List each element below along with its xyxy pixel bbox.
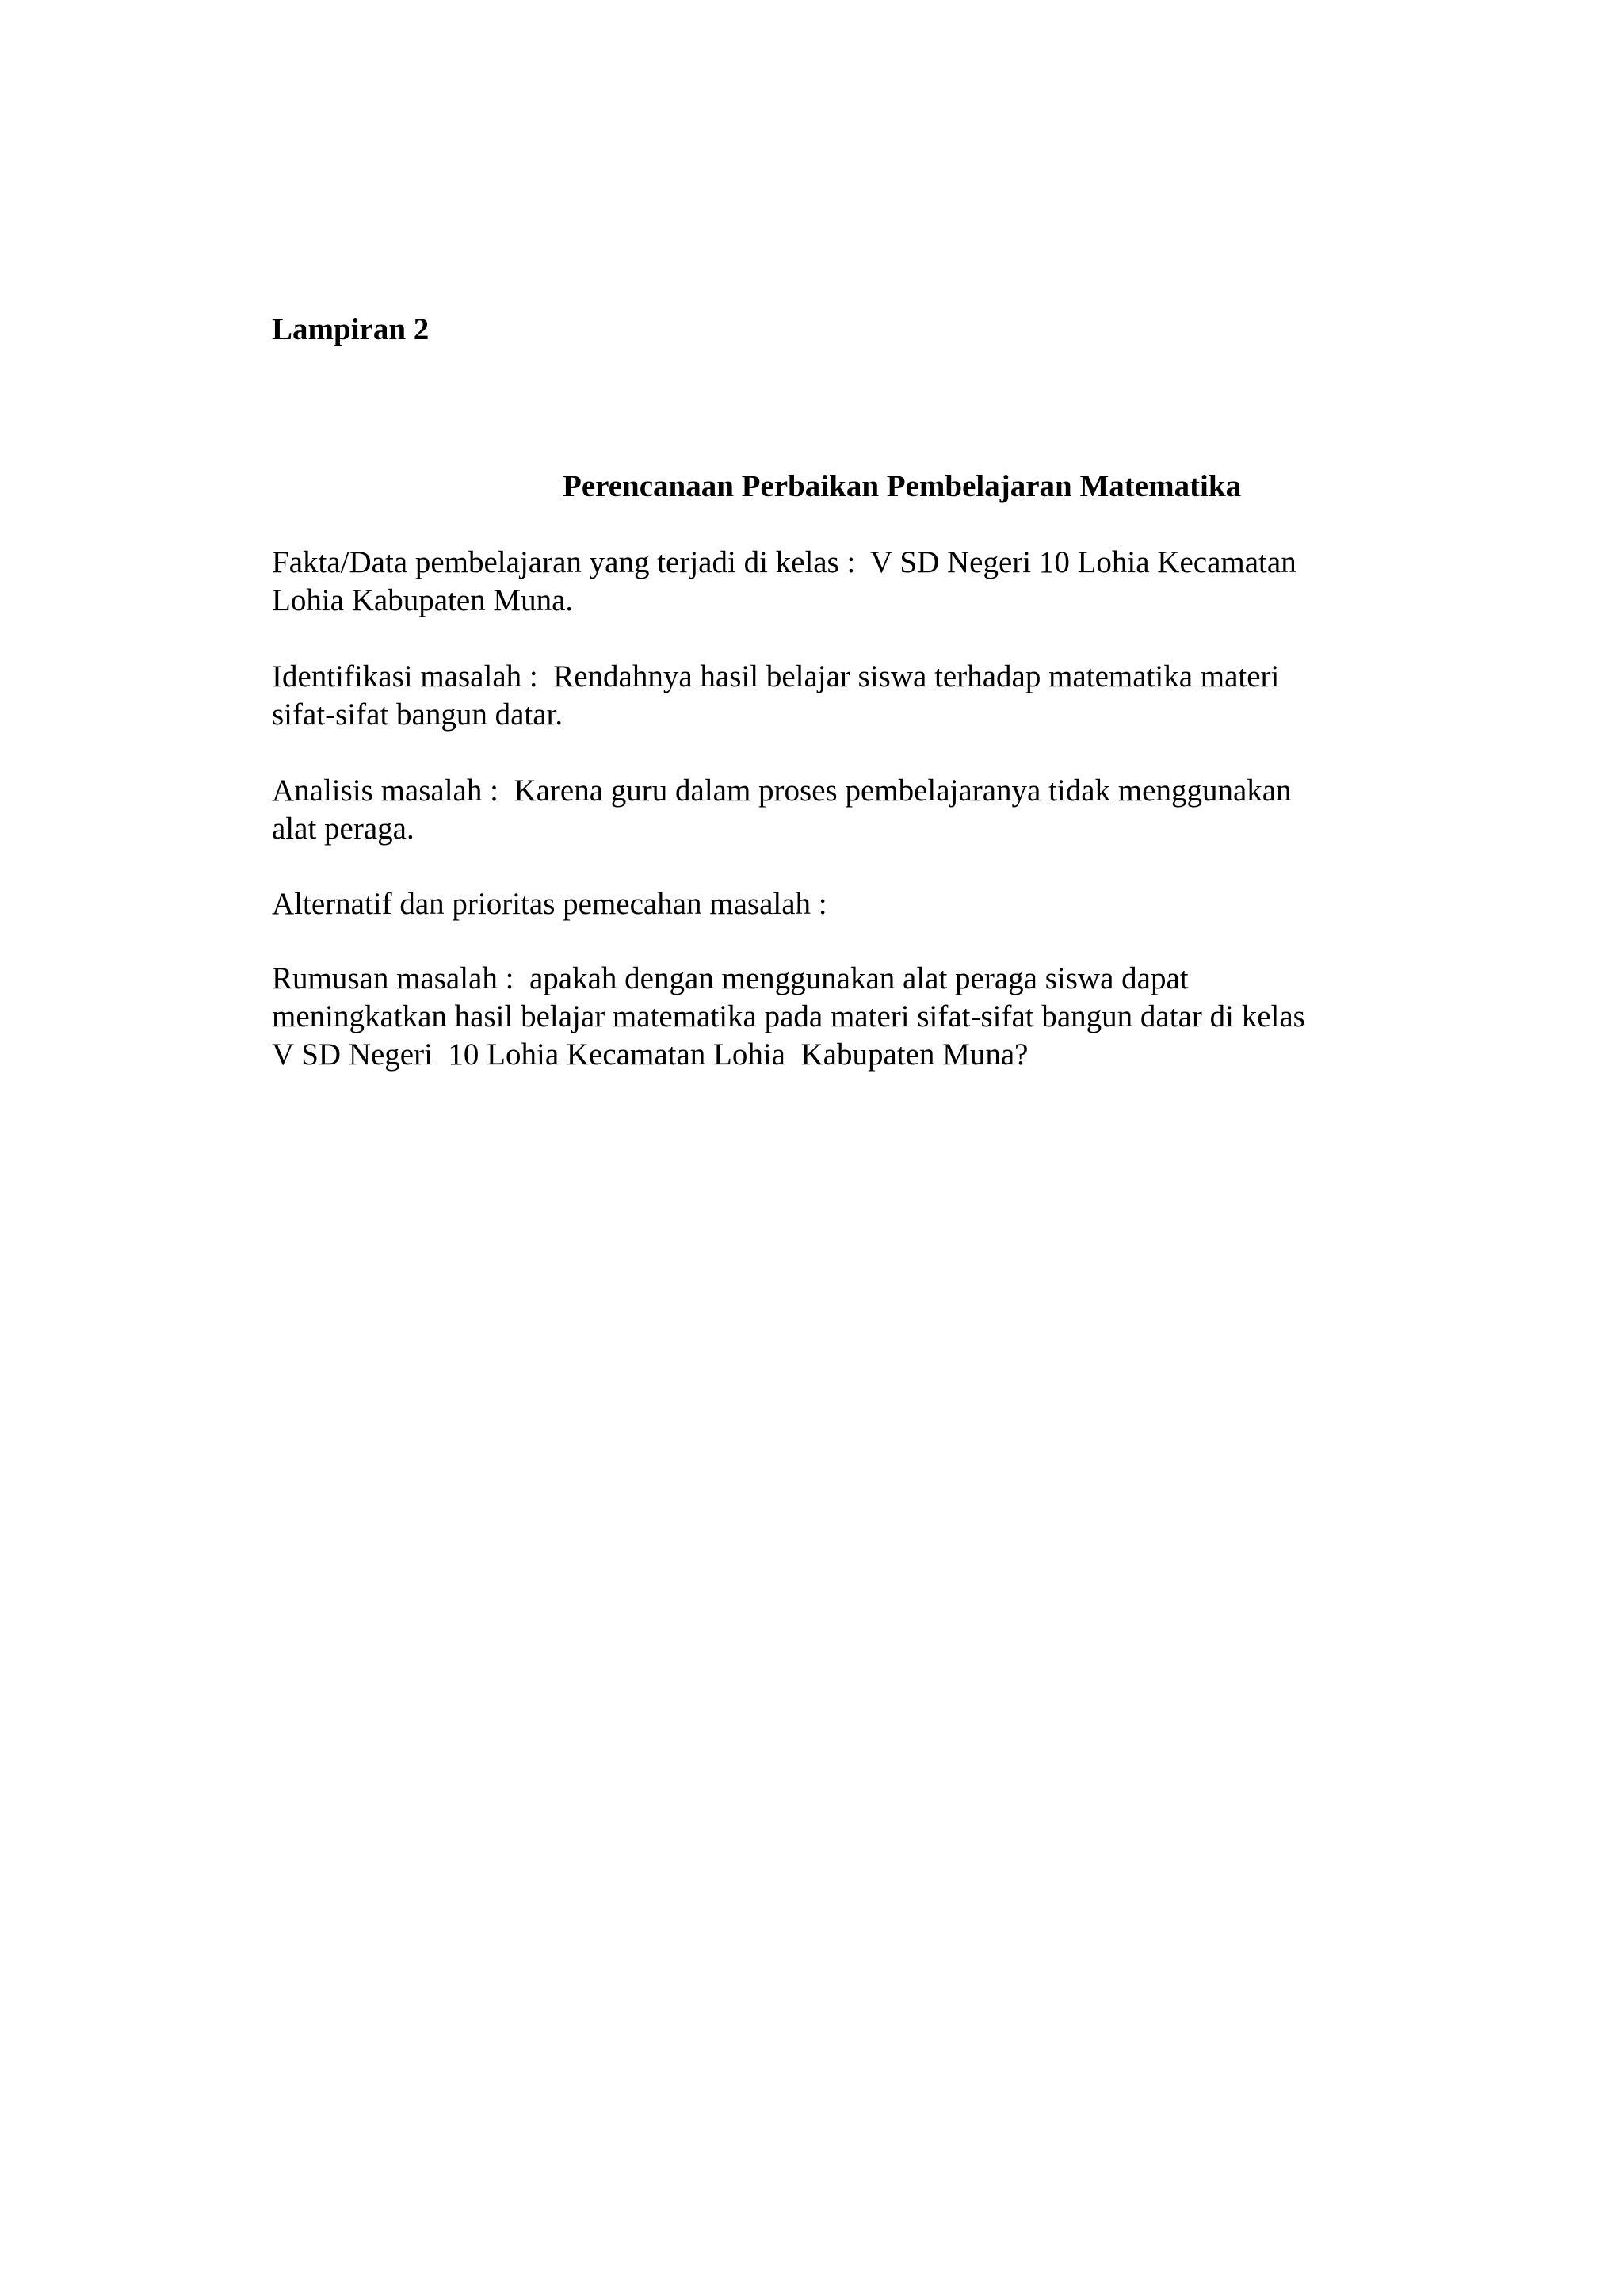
text-line: Fakta/Data pembelajaran yang terjadi di kelas : V SD Negeri 10 Lohia Kecamatan xyxy=(272,545,1296,579)
text-line: Alternatif dan prioritas pemecahan masalah : xyxy=(272,887,827,921)
text-line: alat peraga. xyxy=(272,812,414,846)
paragraph-alternatif-pemecahan xyxy=(272,885,1381,923)
text-line: Rumusan masalah : apakah dengan menggunakan alat peraga siswa dapat xyxy=(272,961,1189,995)
paragraph-rumusan-masalah xyxy=(272,960,1381,1074)
paragraph-identifikasi-masalah xyxy=(272,658,1381,734)
text-line: meningkatkan hasil belajar matematika pada materi sifat-sifat bangun datar di kelas xyxy=(272,999,1305,1033)
appendix-label: Lampiran 2 xyxy=(272,312,430,346)
text-line: Analisis masalah : Karena guru dalam proses pembelajaranya tidak menggunakan xyxy=(272,774,1292,808)
paragraph-fakta-data xyxy=(272,544,1381,620)
document-title: Perencanaan Perbaikan Pembelajaran Matematika xyxy=(563,469,1242,503)
text-line: sifat-sifat bangun datar. xyxy=(272,697,563,732)
text-line: Lohia Kabupaten Muna. xyxy=(272,583,574,617)
text-line: Identifikasi masalah : Rendahnya hasil belajar siswa terhadap matematika materi xyxy=(272,659,1280,693)
paragraph-analisis-masalah xyxy=(272,772,1381,848)
text-line: V SD Negeri 10 Lohia Kecamatan Lohia Kabupaten Muna? xyxy=(272,1037,1029,1072)
